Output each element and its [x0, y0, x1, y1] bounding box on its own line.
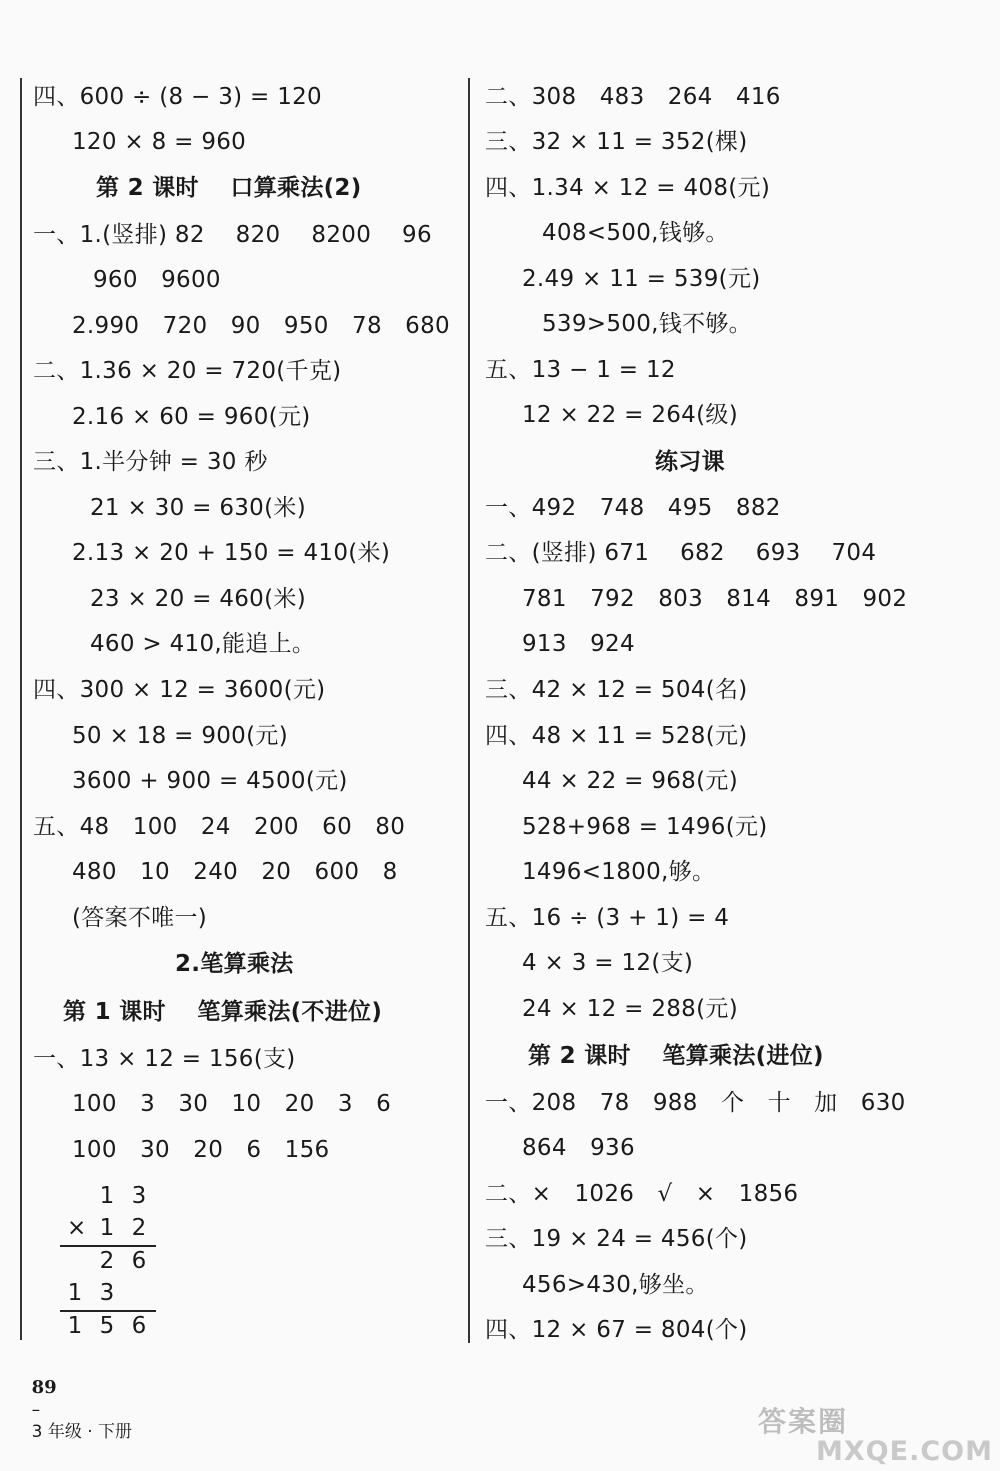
- multiply-sign: ×: [67, 1215, 87, 1241]
- answer-line: 五、16 ÷ (3 + 1) = 4: [485, 905, 730, 931]
- answer-line: 1496<1800,够。: [522, 859, 716, 885]
- answer-line: 100 30 20 6 156: [72, 1137, 330, 1163]
- answer-line: 44 × 22 = 968(元): [522, 768, 738, 794]
- answer-line: 913 924: [522, 631, 635, 657]
- answer-line: 50 × 18 = 900(元): [72, 723, 288, 749]
- digit: 2: [99, 1248, 115, 1274]
- watermark-text: 答案圈: [758, 1405, 849, 1438]
- answer-line: 2.49 × 11 = 539(元): [522, 266, 761, 292]
- answer-line: 539>500,钱不够。: [542, 311, 752, 337]
- answer-line: 460 > 410,能追上。: [90, 631, 316, 657]
- answer-line: 120 × 8 = 960: [72, 129, 247, 155]
- lesson-heading: 第 2 课时 口算乘法(2): [96, 175, 362, 201]
- answer-line: 四、600 ÷ (8 − 3) = 120: [33, 84, 322, 110]
- digit: 1: [99, 1215, 115, 1241]
- answer-line: 二、(竖排) 671 682 693 704: [485, 540, 877, 566]
- answer-line: 3600 + 900 = 4500(元): [72, 768, 348, 794]
- answer-line: 23 × 20 = 460(米): [90, 586, 306, 612]
- answer-line: 12 × 22 = 264(级): [522, 402, 738, 428]
- column-divider-rule: [468, 78, 470, 1343]
- answer-line: 480 10 240 20 600 8: [72, 859, 398, 885]
- answer-line: 四、300 × 12 = 3600(元): [33, 677, 326, 703]
- answer-line: 四、48 × 11 = 528(元): [485, 723, 748, 749]
- answer-line: 一、492 748 495 882: [485, 495, 781, 521]
- answer-line: 960 9600: [93, 267, 221, 293]
- answer-line: 781 792 803 814 891 902: [522, 586, 908, 612]
- answer-line: 五、48 100 24 200 60 80: [33, 814, 406, 840]
- watermark-url: MXQE.COM: [816, 1436, 993, 1467]
- answer-line: 2.990 720 90 950 78 680: [72, 313, 450, 339]
- digit: 3: [131, 1183, 147, 1209]
- answer-line: 2.13 × 20 + 150 = 410(米): [72, 540, 391, 566]
- answer-line: 100 3 30 10 20 3 6: [72, 1091, 391, 1117]
- answer-line: 一、13 × 12 = 156(支): [33, 1046, 296, 1072]
- answer-line: 二、× 1026 √ × 1856: [485, 1181, 799, 1207]
- footer-separator: –: [31, 1400, 41, 1420]
- answer-line: 四、12 × 67 = 804(个): [485, 1317, 748, 1343]
- answer-line: 21 × 30 = 630(米): [90, 495, 306, 521]
- answer-line: 24 × 12 = 288(元): [522, 996, 738, 1022]
- answer-line: 三、42 × 12 = 504(名): [485, 677, 748, 703]
- answer-line: 四、1.34 × 12 = 408(元): [485, 175, 771, 201]
- answer-line: 864 936: [522, 1135, 635, 1161]
- digit: 2: [131, 1215, 147, 1241]
- answer-line: 五、13 − 1 = 12: [485, 357, 676, 383]
- digit: 6: [131, 1313, 147, 1339]
- answer-line: 三、19 × 24 = 456(个): [485, 1226, 748, 1252]
- answer-line: 三、32 × 11 = 352(棵): [485, 129, 748, 155]
- section-heading: 练习课: [655, 449, 725, 475]
- answer-line: 二、1.36 × 20 = 720(千克): [33, 358, 342, 384]
- answer-line: 4 × 3 = 12(支): [522, 950, 694, 976]
- left-margin-rule: [20, 78, 22, 1340]
- answer-line: (答案不唯一): [72, 905, 208, 931]
- lesson-heading: 第 1 课时 笔算乘法(不进位): [63, 999, 383, 1025]
- digit: 5: [99, 1313, 115, 1339]
- answer-line: 三、1.半分钟 = 30 秒: [33, 449, 268, 475]
- digit: 3: [99, 1280, 115, 1306]
- digit: 1: [67, 1313, 83, 1339]
- lesson-heading: 第 2 课时 笔算乘法(进位): [528, 1043, 824, 1069]
- digit: 1: [99, 1183, 115, 1209]
- answer-line: 一、208 78 988 个 十 加 630: [485, 1090, 906, 1116]
- digit: 6: [131, 1248, 147, 1274]
- answer-line: 456>430,够坐。: [522, 1272, 709, 1298]
- page-footer: [10, 1355, 132, 1465]
- answer-line: 528+968 = 1496(元): [522, 814, 768, 840]
- answer-line: 408<500,钱够。: [542, 220, 729, 246]
- digit: 1: [67, 1280, 83, 1306]
- answer-line: 二、308 483 264 416: [485, 84, 781, 110]
- answer-line: 一、1.(竖排) 82 820 8200 96: [33, 222, 432, 248]
- vertical-multiplication: [55, 1181, 235, 1381]
- grade-label: 3 年级 · 下册: [31, 1422, 133, 1442]
- page-number: 89: [31, 1377, 57, 1398]
- section-heading: 2.笔算乘法: [175, 951, 294, 977]
- watermark-logo: [758, 1400, 993, 1467]
- answer-line: 2.16 × 60 = 960(元): [72, 404, 311, 430]
